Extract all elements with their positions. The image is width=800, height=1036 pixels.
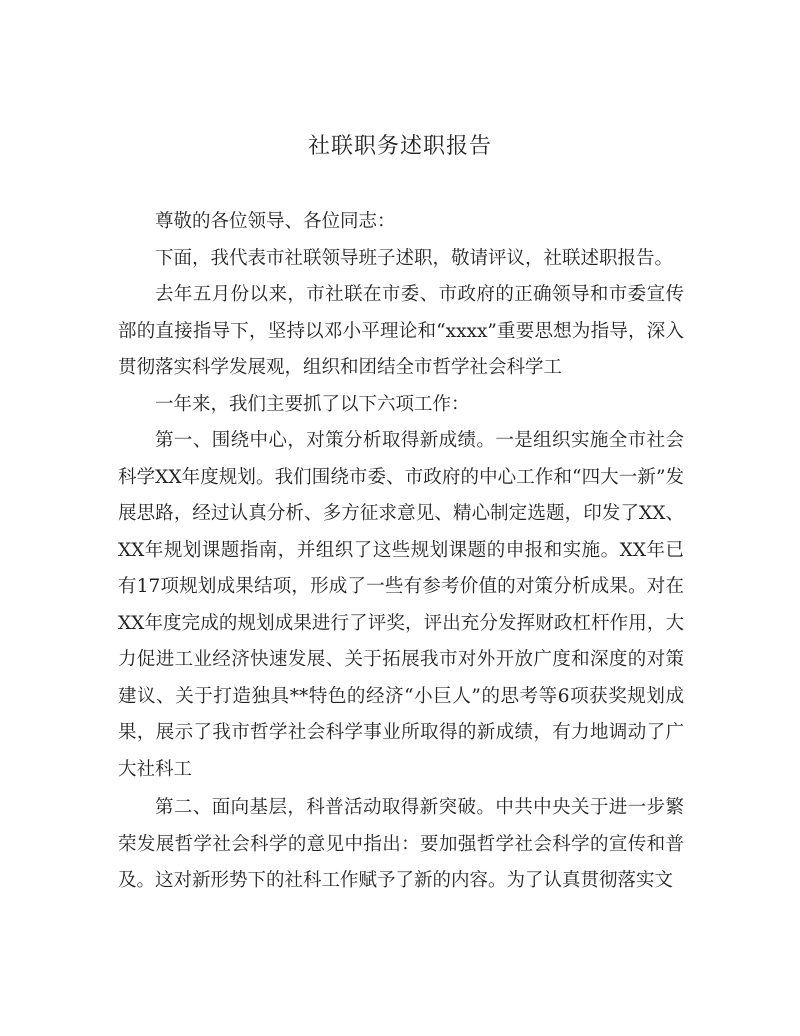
background-paragraph: 去年五月份以来，市社联在市委、市政府的正确领导和市委宣传部的直接指导下，坚持以邓小平理论和“xxxx”重要思想为指导，深入贯彻落实科学发展观，组织和团结全市哲学社会科学工 xyxy=(118,284,684,378)
document-body xyxy=(118,204,684,900)
salutation-paragraph: 尊敬的各位领导、各位同志： xyxy=(155,211,396,232)
document-title: 社联职务述职报告 xyxy=(307,134,492,159)
work-item-1-paragraph: 第一、围绕中心，对策分析取得新成绩。一是组织实施全市社会科学XX年度规划。我们围绕市委、市政府的中心工作和“四大一新”发展思路，经过认真分析、多方征求意见、精心制定选题，印发了XX、XX年规划课题指南，并组织了这些规划课题的申报和实施。XX年已有17项规划成果结项，形成了一些有参考价值的对策分析成果。对在XX年度完成的规划成果进行了评奖，评出充分发挥财政杠杆作用，大力促进工业经济快速发展、关于拓展我市对外开放广度和深度的对策建议、关于打造独具**特色的经济“小巨人”的思考等6项获奖规划成果，展示了我市哲学社会科学事业所取得的新成绩，有力地调动了广大社科工 xyxy=(118,430,684,780)
summary-paragraph: 一年来，我们主要抓了以下六项工作： xyxy=(155,393,470,415)
work-item-2-paragraph: 第二、面向基层，科普活动取得新突破。中共中央关于进一步繁荣发展哲学社会科学的意见中指出：要加强哲学社会科学的宣传和普及。这对新形势下的社科工作赋予了新的内容。为了认真贯彻落实文 xyxy=(118,797,684,891)
intro-paragraph: 下面，我代表市社联领导班子述职，敬请评议，社联述职报告。 xyxy=(155,247,674,269)
